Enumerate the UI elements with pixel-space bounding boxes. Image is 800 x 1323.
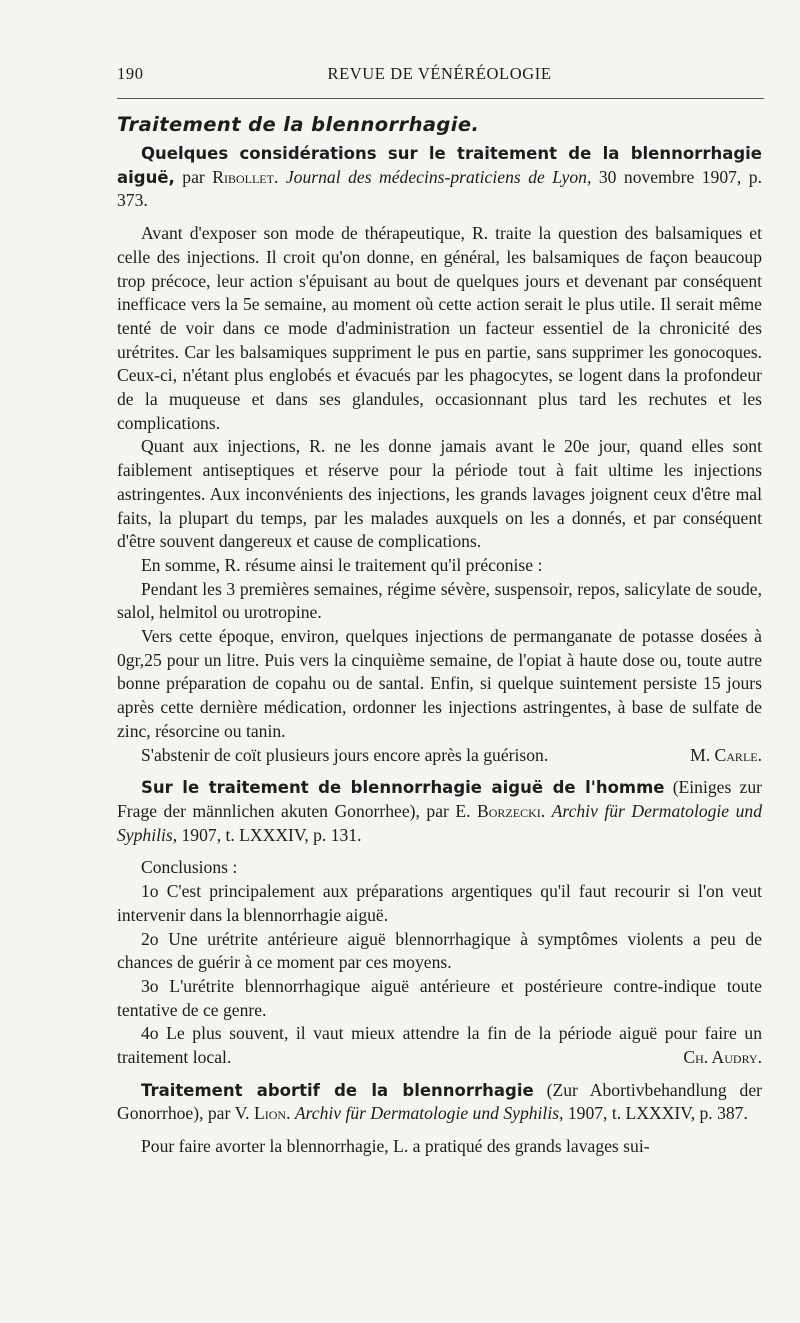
article1-title: Quelques considérations sur le traitement de la blennorrhagie aiguë, [117,144,762,187]
article1-citation [117,142,762,213]
article1-last-line [117,744,762,768]
article1-paragraph: Quant aux injections, R. ne les donne jamais avant le 20e jour, quand elles sont faiblement antiseptiques et réserve pour la période tout à fait ultime les injections astringentes. Aux inconvénients des injections, les grands lavages joignent ceux d'être mal faits, la plupart du temps, par les malades auxquels on les a donnés, et par conséquent d'être souvent dangereux et cause de complications. [117,436,762,552]
article3-title: Traitement abortif de la blennorrhagie [141,1080,534,1100]
article2-subtitle: (Einiges zur Frage der männlichen akuten Gonorrhee), par [117,777,762,821]
article2-sep: . [540,800,552,821]
article1-ref: 30 novembre 1907, p. 373. [117,166,762,211]
article2-last-text: 4o Le plus souvent, il vaut mieux attendre la fin de la période aiguë pour faire un traitement local. [117,1023,762,1068]
article3-journal: Archiv für Dermatologie und Syphilis, [294,1103,564,1124]
article2-signature: Ch. Audry. [683,1047,762,1068]
article3-author: V. Lion [234,1103,287,1124]
article1-sep: . [273,166,286,187]
article1-journal: Journal des médecins-praticiens de Lyon, [285,166,592,187]
page-number: 190 [117,64,144,83]
article1-paragraph: Avant d'exposer son mode de thérapeutique, R. traite la question des balsamiques et celle des injections. Il croit qu'on donne, en général, les balsamiques de façon beaucoup trop précoce, leur action s'épuisant au bout de quelques jours et devenant par conséquent inefficace vers la 5e semaine, au moment où cette action serait le plus utile. Il serait même tenté de voir dans ce mode d'administration un facteur essentiel de la chronicité des urétrites. Car les balsamiques suppriment le pus en partie, sans supprimer les gonocoques. Ceux-ci, n'étant plus englobés et évacués par les phagocytes, se logent dans la profondeur de la muqueuse et dans ses glandules, occasionnant plus tard les rechutes et les complications. [117,223,762,433]
running-header [117,58,762,88]
article1-paragraph: Pendant les 3 premières semaines, régime sévère, suspensoir, repos, salicylate de soude, salol, helmitol ou urotropine. [117,578,762,623]
header-rule [117,98,764,99]
running-title: REVUE DE VÉNÉRÉOLOGIE [327,64,552,83]
article3-sep: . [286,1103,295,1124]
article2-citation [117,776,762,847]
article1-author: Ribollet [212,166,274,187]
article1-signature: M. Carle. [690,744,762,765]
article2-ref: 1907, t. LXXXIV, p. 131. [177,824,362,845]
section-title: Traitement de la blennorrhagie. [117,113,480,136]
article3-citation [117,1079,762,1126]
article3-ref: 1907, t. LXXXIV, p. 387. [563,1103,748,1124]
article2-item: 3o L'urétrite blennorrhagique aiguë antérieure et postérieure contre-indique toute tentative de ce genre. [117,975,762,1020]
article1-by: par [174,166,213,187]
article2-author: E. Borzecki [455,800,541,821]
article2-journal: Archiv für Dermatologie und Syphilis, [117,800,762,845]
article1-paragraph: Vers cette époque, environ, quelques injections de permanganate de potasse dosées à 0gr,25 pour un litre. Puis vers la cinquième semaine, de l'opiat à haute dose ou, toute autre bonne préparation de copahu ou de santal. Enfin, si quelque suintement persiste 15 jours après cette dernière médication, ordonner les injections astringentes, à base de sulfate de zinc, résorcine ou tanin. [117,626,762,741]
article2-title: Sur le traitement de blennorrhagie aiguë de l'homme [141,778,665,798]
article1-last-text: S'abstenir de coït plusieurs jours encore après la guérison. [141,744,549,765]
article2-conclusions-label: Conclusions : [141,857,238,878]
page-body [117,110,762,1159]
article3-subtitle: (Zur Abortivbehandlung der Gonorrhoe), par [117,1079,762,1124]
article2-last-item [117,1022,762,1069]
article2-item: 1o C'est principalement aux préparations argentiques qu'il faut recourir si l'on veut intervenir dans la blennorrhagie aiguë. [117,881,762,925]
article1-paragraph: En somme, R. résume ainsi le traitement qu'il préconise : [141,554,543,575]
article3-first-line: Pour faire avorter la blennorrhagie, L. a pratiqué des grands lavages sui- [141,1136,650,1157]
article2-item: 2o Une urétrite antérieure aiguë blennorrhagique à symptômes violents a peu de chances de guérir à ce moment par ces moyens. [117,928,762,973]
